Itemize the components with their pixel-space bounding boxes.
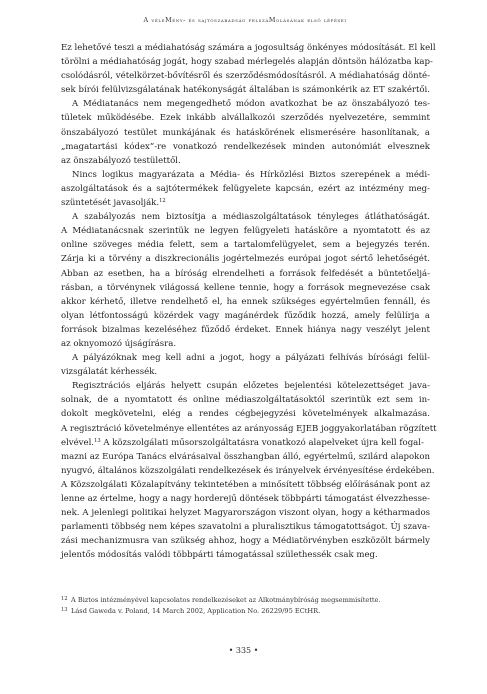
text-line: parlamenti többség nem képes szavatolni a pluralisztikus támogatottságot. Új szava- <box>61 522 430 533</box>
text-line: Nincs logikus magyarázata a Média- és Hírközlési Biztos szerepének a médi- <box>72 169 430 180</box>
text-line: A Médiatanács nem megengedhető módon avatkozhat be az önszabályozó tes- <box>72 99 430 110</box>
paragraph <box>61 97 430 167</box>
text-line: aszolgáltatások és a sajtótermékek felügyelete kapcsán, ezért az intézmény meg- <box>61 183 430 194</box>
paragraph <box>61 210 430 351</box>
paragraph <box>61 41 436 97</box>
text-line: mazni az Európa Tanács elvárásaival összhangban álló, egyértelmű, szilárd alapokon <box>61 451 430 462</box>
text-line: A közszolgálati műsorszolgáltatásra vonatkozó alapelveket újra kell fogal- <box>103 437 424 448</box>
text-line: akkor kérhető, illetve rendelhető el, ha ennek szükséges egyértelműen fennáll, és <box>61 296 430 307</box>
text-line: az oknyomozó újságírásra. <box>61 338 177 349</box>
paragraph <box>61 379 437 562</box>
text-line: nek. A jelenlegi politikai helyzet Magyarországon viszont olyan, hogy a kétharmados <box>61 508 430 519</box>
text-line-with-note <box>61 196 430 210</box>
text-line: önszabályozó testület munkájának és hatáskörének elismerésére hasonlítanak, a <box>61 127 430 138</box>
page-number: • 335 • <box>228 646 259 655</box>
text-line: „magatartási kódex”-re vonatkozó rendelkezések minden autonómiát elvesznek <box>61 141 430 152</box>
text-line: tületek működésébe. Ezek inkább alvállalkozói szerződés nyelvezetére, semmint <box>61 113 430 124</box>
footnote-number: 12 <box>61 596 68 602</box>
text-line: források bizalmas kezeléséhez fűződő érdeket. Ennek hiánya nagy veszélyt jelent <box>61 324 430 335</box>
running-header: A véleMény- és sajtószabadság felszáMolásának első lépései <box>143 16 347 24</box>
text-line: lenne az értelme, hogy a nagy horderejű döntések többpárti támogatást élvezzhesse- <box>61 494 430 504</box>
text-line: A Médiatanácsnak szerintük ne legyen felügyeleti hatásköre a nyomtatott és az <box>61 226 430 237</box>
footnote-ref: 13 <box>94 437 101 444</box>
footnote <box>61 605 430 616</box>
text-line: A szabályozás nem biztosítja a médiaszolgáltatások tényleges átláthatóságát. <box>72 212 430 223</box>
footnote-text: Lásd Gaweda v. Poland, 14 March 2002, Application No. 26229/95 ECtHR. <box>71 607 321 615</box>
footnote-number: 13 <box>61 607 68 613</box>
footnote-ref: 12 <box>159 198 166 205</box>
text-line: online szöveges média felett, sem a tartalomfelügyelet, sem a bejegyzés terén. <box>61 240 430 251</box>
text-line: Zárja ki a törvény a diszkrecionális jogértelmezés európai jogot sértő lehetőségét. <box>61 254 430 265</box>
text-line: Abban az esetben, ha a bíróság elrendelheti a források felfedését a büntetőeljá- <box>61 268 430 279</box>
text-line: A pályázóknak meg kell adni a jogot, hogy a pályázati felhívás bírósági felül- <box>72 353 430 364</box>
footnotes <box>61 594 430 616</box>
text-line: zási mechanizmusra van szükség ahhoz, hogy a Médiatörvényben eszközölt bármely <box>61 536 430 547</box>
text-line: szüntetését javasolják. <box>61 198 160 209</box>
footnote <box>61 594 430 605</box>
text-line: sek bírói felülvizsgálatának hatékonyságát általában is számonkérik az ET szakértői. <box>61 85 430 96</box>
text-line: jelentős módosítás valódi többpárti támogatással születhessék csak meg. <box>61 550 378 561</box>
text-line: dokolt megkövetelni, elég a rendes cégbejegyzési követelmények alkalmazása. <box>61 409 430 420</box>
text-line: csolódásról, vételkörzet-bővítésről és szerződésmódosításról. A médiahatóság dönté- <box>61 71 430 82</box>
text-line: Regisztrációs eljárás helyett csupán előzetes bejelentési kötelezettséget java- <box>72 381 430 392</box>
paragraph <box>61 351 430 379</box>
paragraph <box>61 168 430 210</box>
text-line: törölni a médiahatóság jogát, hogy szabad mérlegelés alapján döntsön hálózatba kap- <box>61 57 433 68</box>
text-line: elvével. <box>61 437 95 448</box>
text-line: Ez lehetővé teszi a médiahatóság számára a jogosultság önkényes módosítását. El kell <box>61 43 436 53</box>
main-text <box>61 41 437 562</box>
text-line: rásban, a törvénynek világossá kellene tennie, hogy a források megnevezése csak <box>61 282 430 293</box>
footnote-text: A Biztos intézményével kapcsolatos rendelkezéseket az Alkotmánybíróság megsemmisítette. <box>71 596 381 604</box>
text-line: A Közszolgálati Közalapítvány tekintetében a minősített többség előírásának pont az <box>61 479 430 490</box>
text-line: az önszabályozó testülettől. <box>61 155 181 166</box>
text-line: solnak, de a nyomtatott és online médiaszolgáltatásoktól szerintük ezt sem in- <box>61 395 430 406</box>
text-line: nyugvó, általános közszolgálati rendelkezések és irányelvek érvényesítése érdekében. <box>61 465 435 476</box>
text-line: vizsgálatát kérhessék. <box>61 367 158 378</box>
text-line: olyan létfontosságú közérdek vagy magánérdek fűződik hozzá, amely felülírja a <box>61 310 430 321</box>
text-line: A regisztráció követelménye ellentétes az arányosság EJEB joggyakorlatában rögzített <box>61 423 437 434</box>
text-line-with-note <box>61 436 430 450</box>
